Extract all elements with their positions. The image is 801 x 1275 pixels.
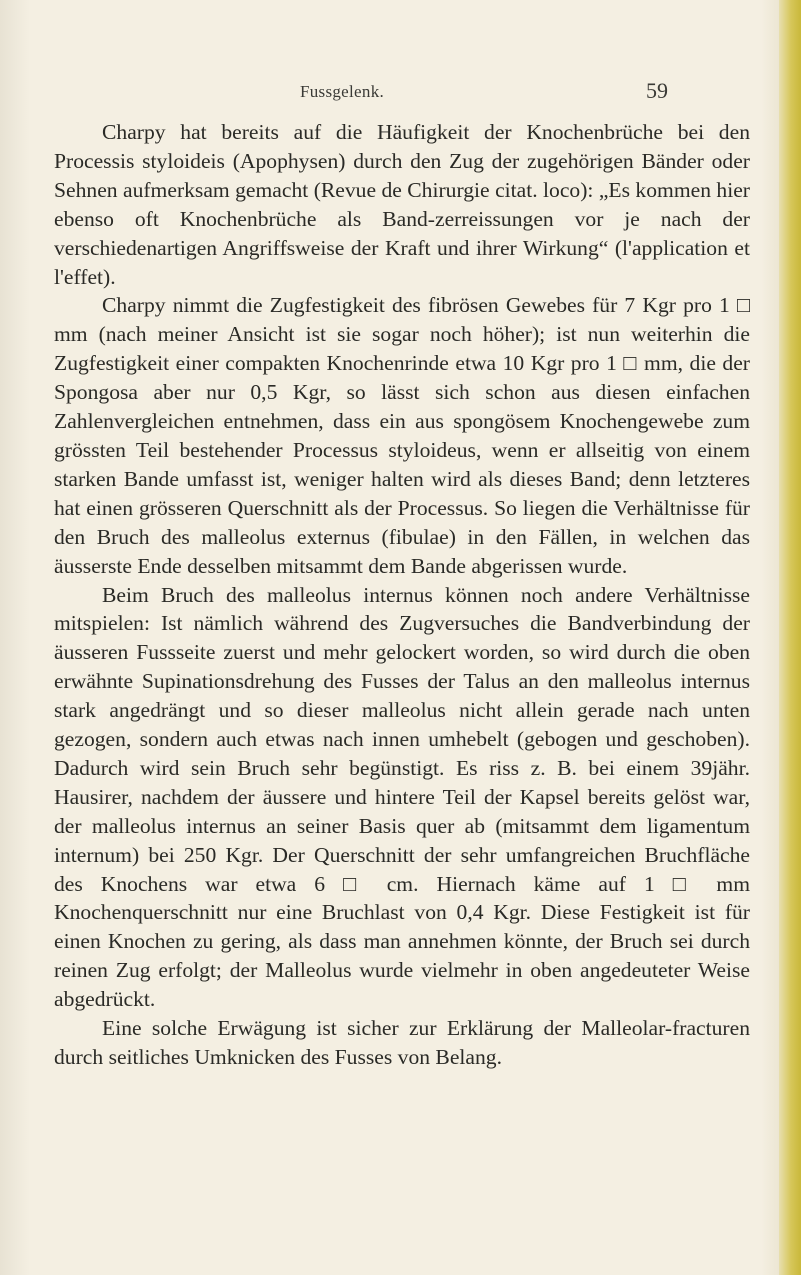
running-title: Fussgelenk.	[300, 82, 385, 101]
paragraph: Eine solche Erwägung ist sicher zur Erklärung der Malleolar-fracturen durch seitliches Umknicken des Fusses von Belang.	[54, 1016, 750, 1069]
paragraph: Beim Bruch des malleolus internus können noch andere Verhältnisse mitspielen: Ist nämlich während des Zugversuches die Bandverbindung der äusseren Fussseite zuerst und mehr gelockert worden, so wird durch die oben erwähnte Supinationsdrehung des Fusses der Talus an den malleolus internus stark angedrängt und so dieser malleolus nicht allein gerade nach unten gezogen, sondern auch etwas nach innen umhebelt (gebogen und geschoben). Dadurch wird sein Bruch sehr begünstigt. Es riss z. B. bei einem 39jähr. Hausirer, nachdem der äussere und hintere Teil der Kapsel bereits gelöst war, der malleolus internus an seiner Basis quer ab (mitsammt dem ligamentum internum) bei 250 Kgr. Der Querschnitt der sehr umfangreichen Bruchfläche des Knochens war etwa 6 □ cm. Hiernach käme auf 1 □ mm Knochenquerschnitt nur eine Bruchlast von 0,4 Kgr. Diese Festigkeit ist für einen Knochen zu gering, als dass man annehmen könnte, der Bruch sei durch reinen Zug erfolgt; der Malleolus wurde vielmehr in oben angedeuteter Weise abgedrückt.	[54, 582, 750, 1012]
page-number: 59	[646, 78, 668, 103]
paragraph: Charpy nimmt die Zugfestigkeit des fibrösen Gewebes für 7 Kgr pro 1 □ mm (nach meiner Ansicht ist sie sogar noch höher); ist nun weiterhin die Zugfestigkeit einer compakten Knochenrinde etwa 10 Kgr pro 1 □ mm, die der Spongosa aber nur 0,5 Kgr, so lässt sich schon aus diesen einfachen Zahlenvergleichen entnehmen, dass ein aus spongösem Knochengewebe zum grössten Teil bestehender Processus styloideus, wenn er allseitig von einem starken Bande umfasst ist, weniger halten wird als dieses Band; denn letzteres hat einen grösseren Querschnitt als der Processus. So liegen die Verhältnisse für den Bruch des malleolus externus (fibulae) in den Fällen, in welchen das äusserste Ende desselben mitsammt dem Bande abgerissen wurde.	[54, 293, 750, 578]
body-text	[54, 118, 750, 1072]
page-edge-shadow	[779, 0, 801, 1275]
paragraph: Charpy hat bereits auf die Häufigkeit der Knochenbrüche bei den Processis styloideis (Apophysen) durch den Zug der zugehörigen Bänder oder Sehnen aufmerksam gemacht (Revue de Chirurgie citat. loco): „Es kommen hier ebenso oft Knochenbrüche als Band-zerreissungen vor je nach der verschiedenartigen Angriffsweise der Kraft und ihrer Wirkung“ (l'application et l'effet).	[54, 120, 750, 289]
